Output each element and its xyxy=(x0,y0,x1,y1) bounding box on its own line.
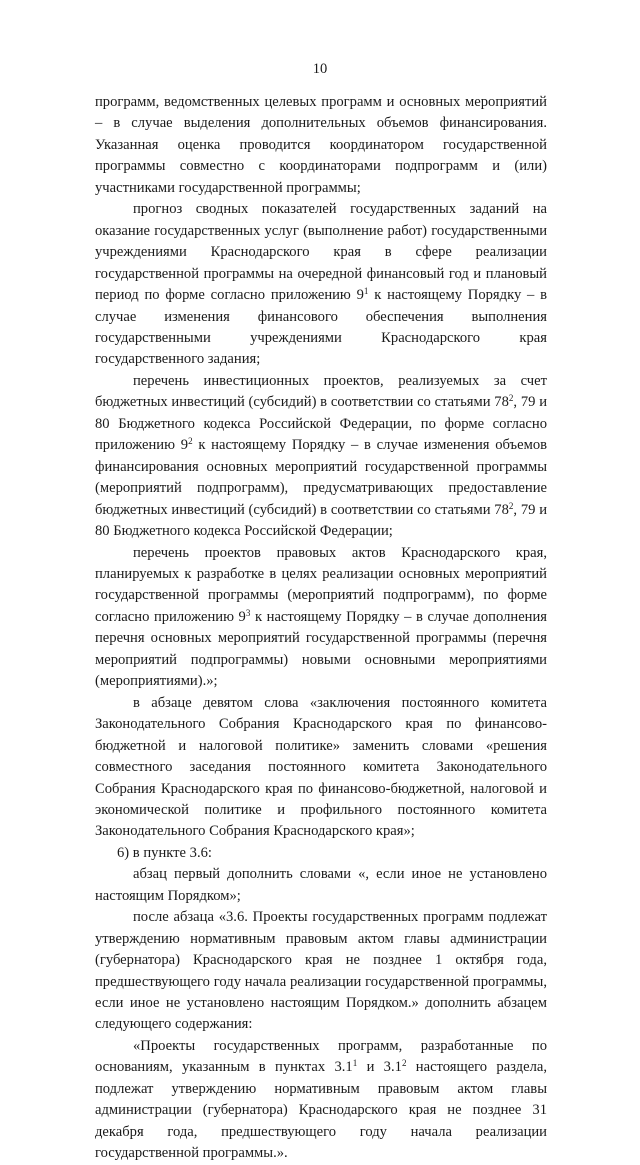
paragraph-text: перечень инвестиционных проектов, реализуемых за счет бюджетных инвестиций (субсидий) в соответствии со статьями 78 xyxy=(95,372,547,411)
superscript: 1 xyxy=(363,286,369,297)
paragraph xyxy=(95,693,547,843)
paragraph-text: в абзаце девятом слова «заключения постоянного комитета Законодательного Собрания Краснодарского края по финансово-бюджетной и налоговой политике» заменить словами «решения совместного заседания постоянного комитета Законодательного Собрания Краснодарского края по финансово-бюджетной, налоговой и экономической политике и профильного постоянного комитета Законодательного Собрания Краснодарского края»; xyxy=(95,694,547,840)
superscript: 2 xyxy=(508,393,514,404)
paragraph xyxy=(95,543,547,693)
superscript: 2 xyxy=(508,500,514,511)
superscript: 2 xyxy=(188,436,193,447)
paragraph-text: к настоящему Порядку – в случае дополнения перечня основных мероприятий государственной программы (перечня мероприятий подпрограммы) новыми основными мероприятиями (мероприятиями).»; xyxy=(95,608,548,690)
paragraph xyxy=(95,92,547,199)
superscript: 1 xyxy=(352,1058,358,1069)
paragraph-text: перечень проектов правовых актов Краснодарского края, планируемых к разработке в целях реализации основных мероприятий государственной программы (мероприятий подпрограмм), по форме согласно приложению 9 xyxy=(95,544,547,625)
paragraph-text: абзац первый дополнить словами «, если иное не установлено настоящим Порядком»; xyxy=(95,866,547,904)
paragraph-text: после абзаца «3.6. Проекты государственных программ подлежат утверждению нормативным правовым актом главы администрации (губернатора) Краснодарского края не позднее 1 октября года, предшествующего году начала реализации государственной программы, если иное не установлено настоящим Порядком.» дополнить абзацем следующего содержания: xyxy=(95,909,547,1033)
paragraph xyxy=(95,199,547,371)
superscript: 2 xyxy=(401,1058,407,1069)
paragraph-text: к настоящему Порядку – в случае изменения объемов финансирования основных мероприятий государственной программы (мероприятий подпрограмм), предусматривающих предоставление бюджетных инвестиций (субсидий) в соответствии со статьями 78 xyxy=(95,437,548,518)
paragraph-text: «Проекты государственных программ, разработанные по основаниям, указанным в пунктах 3.1 xyxy=(95,1037,547,1076)
paragraph-text: , 79 и 80 Бюджетного кодекса Российской Федерации, по форме согласно приложению 9 xyxy=(95,394,548,454)
paragraph xyxy=(95,371,547,543)
superscript: 3 xyxy=(245,607,251,618)
paragraph-text: и 3.1 xyxy=(357,1059,402,1076)
page-number: 10 xyxy=(312,61,328,77)
paragraph-text: настоящего раздела, подлежат утверждению нормативным правовым актом главы администрации (губернатора) Краснодарского края не позднее 31 декабря года, предшествующего году начала реализации государственной программы.». xyxy=(95,1059,547,1162)
paragraph xyxy=(95,1036,547,1165)
paragraph xyxy=(95,864,547,907)
paragraph-text: программ, ведомственных целевых программ и основных мероприятий – в случае выделения дополнительных объемов финансирования. Указанная оценка проводится координатором государственной программы совместно с координаторами подпрограмм и (или) участниками государственной программы; xyxy=(95,94,547,196)
paragraph-text: , 79 и 80 Бюджетного кодекса Российской Федерации; xyxy=(95,501,548,540)
paragraph xyxy=(95,843,547,864)
document-body xyxy=(95,92,547,1165)
paragraph-text: 6) в пункте 3.6: xyxy=(117,844,212,861)
paragraph xyxy=(95,907,547,1036)
paragraph-text: к настоящему Порядку – в случае изменения финансового обеспечения выполнения государственными учреждениями Краснодарского края государственного задания; xyxy=(95,287,547,368)
paragraph-text: прогноз сводных показателей государственных заданий на оказание государственных услуг (выполнение работ) государственными учреждениями Краснодарского края в сфере реализации государственной программы на очередной финансовый год и плановый период по форме согласно приложению 9 xyxy=(95,201,547,304)
